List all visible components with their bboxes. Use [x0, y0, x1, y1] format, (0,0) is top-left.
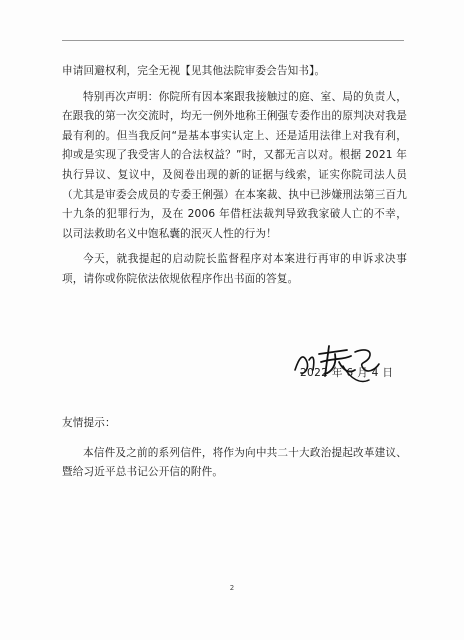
paragraph-2: 特别再次声明：你院所有因本案跟我接触过的庭、室、局的负责人，在跟我的第一次交流时，均无一例外地称王俐强专委作出的原判决对我是最有利的。但当我反问“是基本事实认定上、还是适用法律上对我有利，抑或是实现了我受害人的合法权益？”时，又都无言以对。根据 2021 年执行异议、复议中，及阅卷出现的新的证据与线索，证实你院司法人员（尤其是审委会成员的专委王俐强）在本案裁、执中已涉嫌刑法第三百九十九条的犯罪行为，及在 2006 年借枉法裁判导致我家破人亡的不幸，以司法救助名义中饱私囊的泯灭人性的行为！	[62, 90, 407, 240]
paragraph-1: 申请回避权利，完全无视【见其他法院审委会告知书】。	[62, 65, 326, 77]
letter-body	[62, 62, 407, 296]
tips-title: 友情提示：	[62, 417, 116, 429]
tips-section	[62, 414, 407, 487]
header-rule	[62, 40, 404, 41]
page-number: 2	[229, 584, 235, 592]
letter-date: 2022 年 6 月 4 日	[300, 367, 394, 379]
paragraph-3: 今天，就我提起的启动院长监督程序对本案进行再审的申诉求决事项，请你或你院依法依规依程序作出书面的答复。	[62, 253, 407, 285]
tips-body: 本信件及之前的系列信件，将作为向中共二十大政治提起改革建议、暨给习近平总书记公开信的附件。	[62, 446, 407, 479]
